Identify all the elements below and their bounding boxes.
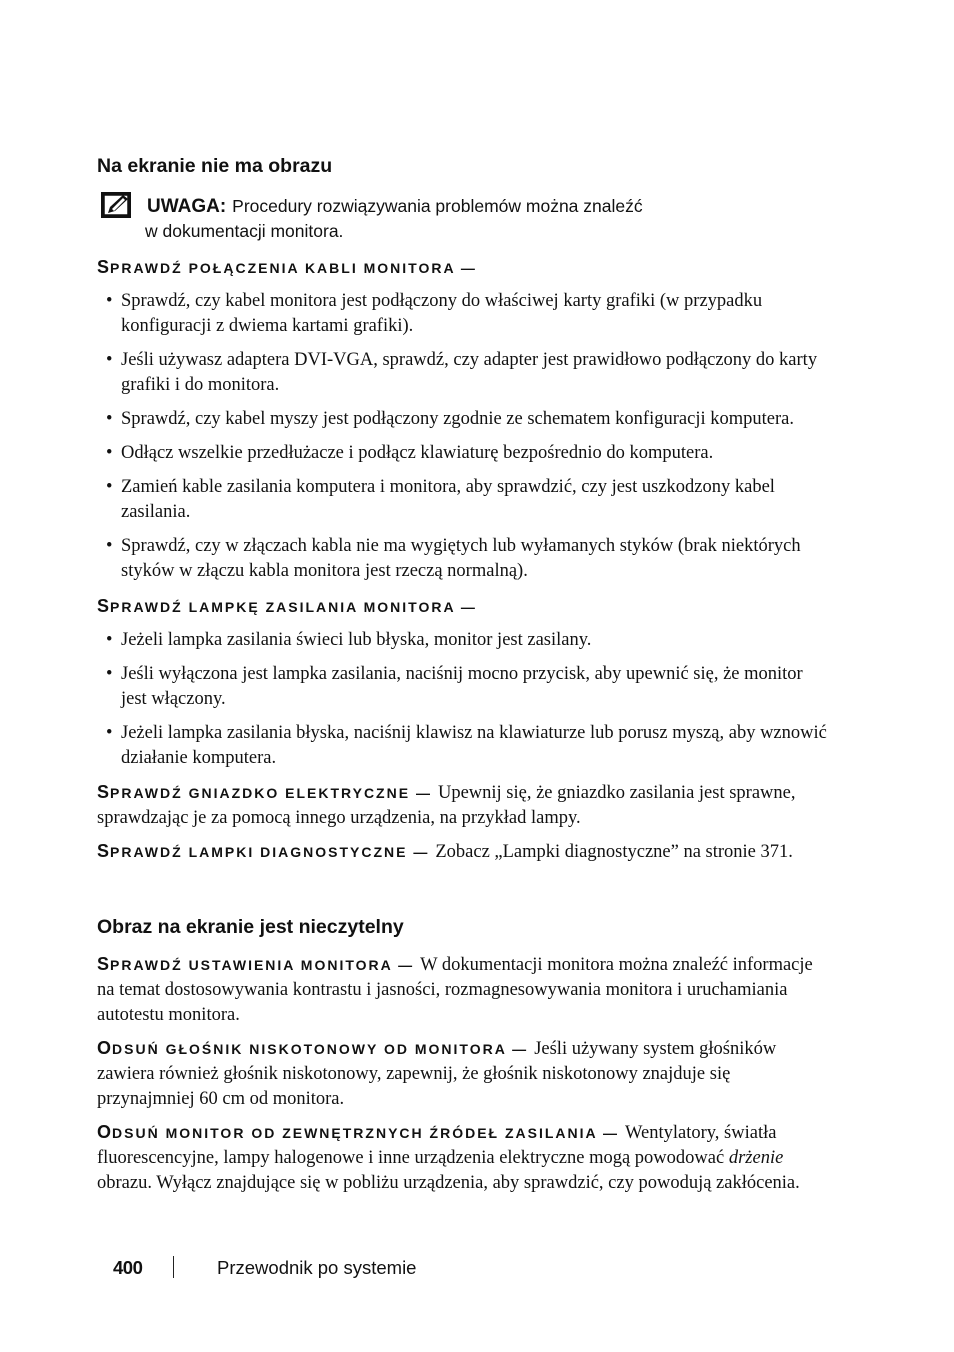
- paragraph-text: W dokumentacji monitora można znaleźć informacje na temat dostosowywania kontrastu i jasności, rozmagnesowywania monitora i uruchamiania autotestu monitora.: [97, 955, 813, 1025]
- power-light-list: [97, 628, 827, 780]
- note-label: UWAGA:: [147, 196, 227, 217]
- paragraph-text: Jeśli używany system głośników zawiera również głośnik niskotonowy, zapewnij, że głośnik niskotonowy znajduje się przynajmniej 60 cm od monitora.: [97, 1039, 777, 1109]
- inline-heading-dash: —: [407, 844, 430, 860]
- inline-heading-dash: —: [597, 1125, 620, 1141]
- page-number: 400: [113, 1257, 143, 1278]
- note-text: [147, 194, 797, 244]
- paragraph-italic-text: drżenie: [728, 1148, 784, 1168]
- subheading-text: PRAWDŹ LAMPKĘ ZASILANIA MONITORA: [110, 599, 456, 615]
- list-item: • Jeśli używasz adaptera DVI-VGA, sprawdź, czy adapter jest prawidłowo podłączony do karty grafiki i do monitora.: [97, 348, 827, 398]
- list-item: • Jeżeli lampka zasilania błyska, naciśnij klawisz na klawiaturze lub porusz myszą, aby wznowić działanie komputera.: [97, 721, 827, 771]
- inline-heading-text: PRAWDŹ GNIAZDKO ELEKTRYCZNE: [110, 785, 411, 801]
- inline-heading: [97, 841, 430, 861]
- subheading-dash: —: [455, 260, 477, 276]
- paragraph-text: Wentylatory, światła fluorescencyjne, lampy halogenowe i inne urządzenia elektryczne mogą powodować: [97, 1123, 777, 1168]
- list-item: • Zamień kable zasilania komputera i monitora, aby sprawdzić, czy jest uszkodzony kabel zasilania.: [97, 475, 827, 525]
- paragraph-move-subwoofer: [97, 1036, 827, 1112]
- inline-heading-initial: S: [97, 841, 111, 861]
- section-heading-unreadable-image: Obraz na ekranie jest nieczytelny: [97, 916, 404, 938]
- cable-checks-list: [97, 289, 827, 593]
- subheading-text: PRAWDŹ POŁĄCZENIA KABLI MONITORA: [110, 260, 456, 276]
- footer-title: Przewodnik po systemie: [217, 1257, 417, 1278]
- inline-heading: [97, 1122, 620, 1142]
- pencil-note-icon: [101, 192, 131, 218]
- list-item: • Jeśli wyłączona jest lampka zasilania, naciśnij mocno przycisk, aby upewnić się, że monitor jest włączony.: [97, 662, 827, 712]
- paragraph-check-monitor-settings: [97, 952, 827, 1028]
- inline-heading-initial: O: [97, 1038, 113, 1058]
- paragraph-text: Zobacz „Lampki diagnostyczne” na stronie 371.: [435, 842, 793, 862]
- inline-heading-text: DSUŃ MONITOR OD ZEWNĘTRZNYCH ŹRÓDEŁ ZASILANIA: [112, 1125, 598, 1141]
- list-item: • Jeżeli lampka zasilania świeci lub błyska, monitor jest zasilany.: [97, 628, 827, 653]
- inline-heading-dash: —: [392, 957, 415, 973]
- section-heading-no-image: Na ekranie nie ma obrazu: [97, 155, 333, 177]
- subheading-check-cables: [97, 257, 477, 278]
- list-item: • Odłącz wszelkie przedłużacze i podłącz klawiaturę bezpośrednio do komputera.: [97, 441, 827, 466]
- subheading-check-power-light: [97, 596, 477, 617]
- footer-divider: [173, 1256, 174, 1278]
- inline-heading-dash: —: [410, 785, 432, 801]
- inline-heading-initial: S: [97, 782, 111, 802]
- subheading-dash: —: [455, 599, 477, 615]
- paragraph-text: obrazu. Wyłącz znajdujące się w pobliżu urządzenia, aby sprawdzić, czy powodują zakłócenia.: [97, 1173, 800, 1193]
- list-item: • Sprawdź, czy kabel myszy jest podłączony zgodnie ze schematem konfiguracji komputera.: [97, 407, 827, 432]
- paragraph-check-outlet: [97, 780, 827, 831]
- inline-heading: [97, 1038, 529, 1058]
- inline-heading-text: PRAWDŹ LAMPKI DIAGNOSTYCZNE: [110, 844, 408, 860]
- inline-heading: [97, 782, 432, 802]
- paragraph-move-monitor: [97, 1120, 827, 1196]
- inline-heading-text: DSUŃ GŁOŚNIK NISKOTONOWY OD MONITORA: [112, 1041, 507, 1057]
- subheading-initial: S: [97, 596, 111, 616]
- inline-heading-initial: O: [97, 1122, 113, 1142]
- paragraph-check-diagnostic-lights: [97, 839, 827, 865]
- subheading-initial: S: [97, 257, 111, 277]
- note-line-1: Procedury rozwiązywania problemów można znaleźć: [232, 196, 643, 216]
- note-line-2: w dokumentacji monitora.: [145, 221, 344, 241]
- list-item: • Sprawdź, czy w złączach kabla nie ma wygiętych lub wyłamanych styków (brak niektórych styków w złączu kabla monitora jest rzeczą normalną).: [97, 534, 827, 584]
- inline-heading: [97, 954, 415, 974]
- list-item: • Sprawdź, czy kabel monitora jest podłączony do właściwej karty grafiki (w przypadku konfiguracji z dwiema kartami grafiki).: [97, 289, 827, 339]
- inline-heading-dash: —: [506, 1041, 529, 1057]
- inline-heading-initial: S: [97, 954, 111, 974]
- inline-heading-text: PRAWDŹ USTAWIENIA MONITORA: [110, 957, 393, 973]
- paragraph-text: Upewnij się, że gniazdko zasilania jest sprawne, sprawdzając je za pomocą innego urządzenia, na przykład lampy.: [97, 783, 796, 828]
